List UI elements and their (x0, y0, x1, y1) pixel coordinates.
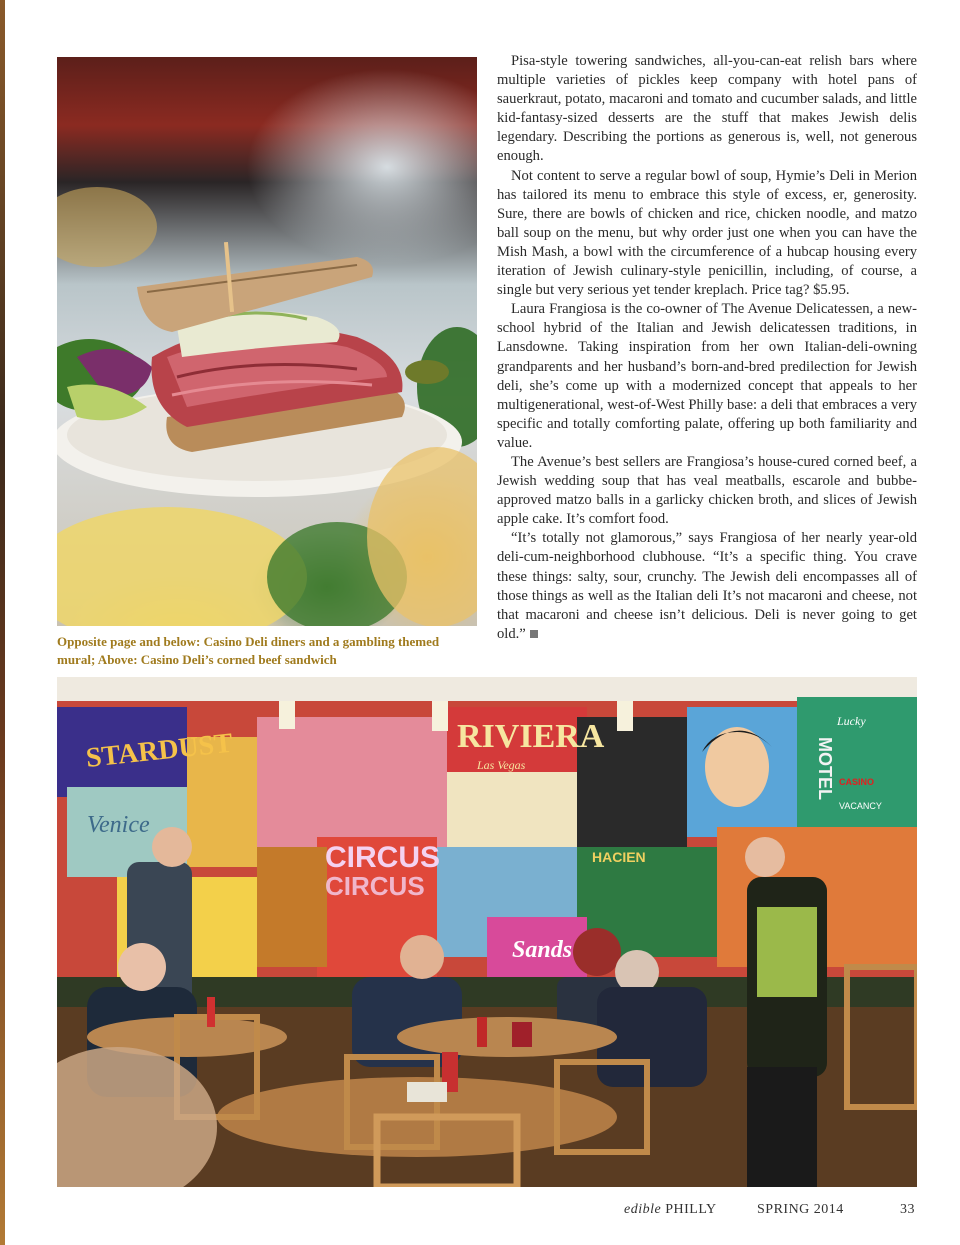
sign-lucky: Lucky (837, 714, 866, 728)
sign-riviera: RIVIERA (457, 718, 605, 755)
photo-caption: Opposite page and below: Casino Deli diners and a gambling themed mural; Above: Casino Deli’s corned beef sandwich (57, 634, 440, 667)
sign-venice: Venice (87, 812, 150, 838)
sandwich-illustration (57, 57, 477, 626)
folio-issue: SPRING 2014 (757, 1202, 844, 1217)
paragraph-3: Laura Frangiosa is the co-owner of The Avenue Delicatessen, a new-school hybrid of the Italian and Jewish delicatessen traditions, in Lansdowne. Taking inspiration from her own Italian-deli-owning grandparents and her husband’s born-and-bred predilection for Jewish deli, she’s come up with a modernized concept that appeals to her multigenerational, west-of-West Philly base: a deli that embraces a very specific and totally comforting palate, offering up both familiarity and value. (497, 301, 917, 451)
folio-publication (624, 1202, 717, 1218)
sign-vacancy: VACANCY (839, 801, 882, 811)
sign-stardust: STARDUST (84, 727, 235, 774)
sign-hacienda: HACIEN (592, 849, 646, 865)
sign-riviera-sub: Las Vegas (477, 758, 526, 772)
sign-circus: CIRCUS (325, 841, 441, 874)
article-body (497, 52, 917, 644)
sign-circus-2: CIRCUS (325, 871, 425, 901)
page-spine-edge (0, 0, 5, 1245)
paragraph-5-text: “It’s totally not glamorous,” says Frangiosa of her nearly year-old deli-cum-neighborhood clubhouse. “It’s a specific thing. You crave these things: salty, sour, crunchy. The Jewish deli encompasses all of those things as well as the Italian deli It’s not macaroni and cheese, not that macaroni and cheese isn’t delicious. Deli is never going to get old.” (497, 530, 917, 642)
page-number: 33 (900, 1202, 915, 1217)
folio-philly: PHILLY (665, 1202, 717, 1217)
sign-sands: Sands (512, 937, 573, 963)
paragraph-4: The Avenue’s best sellers are Frangiosa’s house-cured corned beef, a Jewish wedding soup that has veal meatballs, escarole and bubbe-approved matzo balls in a garlicky chicken broth, and slices of Jewish apple cake. It’s comfort food. (497, 453, 917, 528)
deli-interior-illustration (57, 677, 917, 1187)
photo-deli-dining-room (57, 677, 917, 1187)
paragraph-1: Pisa-style towering sandwiches, all-you-can-eat relish bars where multiple varieties of pickles keep company with hotel pans of sauerkraut, potato, macaroni and tomato and cucumber salads, and little kid-fantasy-sized desserts are the stuff that makes Jewish delis legendary. Describing the portions as generous is, well, not generous enough. (497, 53, 917, 165)
paragraph-2: Not content to serve a regular bowl of soup, Hymie’s Deli in Merion has tailored its menu to embrace this style of excess, er, generosity. Sure, there are bowls of chicken and rice, chicken noodle, and matzo ball soup on the menu, but why order just one when you can have the Mish Mash, a bowl with the circumference of a hubcap housing every iteration of Jewish culinary-style penicillin, including, of course, a single but very serious yet tender kreplach. Price tag? $5.95. (497, 167, 917, 299)
photo-corned-beef-sandwich (57, 57, 477, 626)
folio-edible: edible (624, 1202, 662, 1217)
paragraph-5 (497, 529, 917, 644)
sign-casino: CASINO (839, 777, 875, 787)
sign-motel: MOTEL (815, 737, 835, 800)
end-of-article-mark (530, 630, 538, 638)
